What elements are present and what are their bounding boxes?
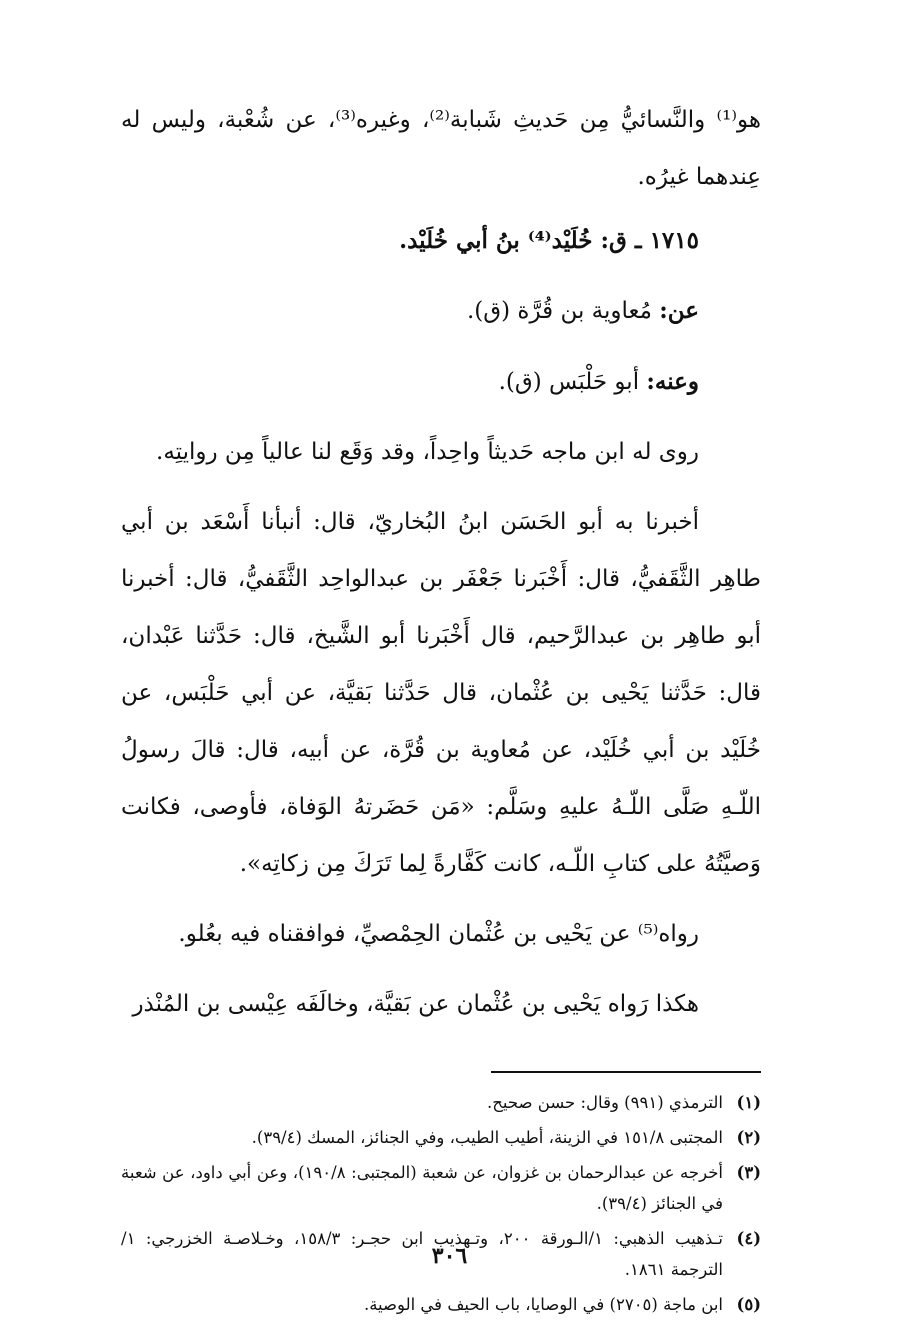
page-body xyxy=(121,92,761,1324)
paragraph-last: هكذا رَواه يَحْيى بن عُثْمان عن بَقيَّة، وخالَفَه عِيْسى بن المُنْذر xyxy=(132,991,699,1017)
footnote-separator xyxy=(491,1071,761,1073)
footnote-number: (٣) xyxy=(736,1163,761,1182)
entry-from-line xyxy=(121,282,761,340)
footnote-text: المجتبى ١٥١/٨ في الزينة، أطيب الطيب، وفي الجنائز، المسك (٣٩/٤). xyxy=(251,1128,723,1147)
paragraph-narration: روى له ابن ماجه حَديثاً واحِداً، وقد وَقَع لنا عالياً مِن روايتِه. xyxy=(156,439,699,465)
main-text xyxy=(121,92,761,1033)
footnote-item xyxy=(121,1087,761,1118)
footnote-number: (١) xyxy=(736,1093,761,1112)
entry-narrator-line xyxy=(121,353,761,411)
entry-heading: ١٧١٥ ـ ق: خُلَيْد⁽⁴⁾ بنُ أبي خُلَيْد. xyxy=(399,227,699,254)
footnote-text: ابن ماجة (٢٧٠٥) في الوصايا، باب الحيف في الوصية. xyxy=(363,1295,723,1314)
narrator-value: أبو حَلْبَس (ق). xyxy=(498,369,640,395)
footnote-text: تـذهيب الذهبي: ١/الـورقة ٢٠٠، وتـهذيب ابن حجـر: ١٥٨/٣، وخـلاصـة الخزرجي: ١/الترجمة ١٨٦١. xyxy=(121,1229,723,1279)
footnote-item xyxy=(121,1289,761,1320)
from-label: عن: xyxy=(659,297,699,324)
footnotes xyxy=(121,1087,761,1320)
paragraph-isnad: أخبرنا به أبو الحَسَن ابنُ البُخاريّ، قال: أنبأنا أَسْعَد بن أبي طاهِر الثَّقَفيُّ، قال: أَخْبَرنا جَعْفَر بن عبدالواحِد الثَّقَفيُّ، قال: أخبرنا أبو طاهِر بن عبدالرَّحيم، قال أَخْبَرنا أبو الشَّيخ، قال: حَدَّثنا عَبْدان، قال: حَدَّثنا يَحْيى بن عُثْمان، قال حَدَّثنا بَقيَّة، عن أبي حَلْبَس، عن خُلَيْد بن أبي خُلَيْد، عن مُعاوية بن قُرَّة، عن أبيه، قال: قالَ رسولُ اللّـهِ صَلَّى اللّـهُ عليهِ وسَلَّم: «مَن حَضَرتهُ الوَفاة، فأوصى، فكانت وَصيَّتُهُ على كتابِ اللّـه، كانت كَفَّارةً لِما تَرَكَ مِن زكاتِه». xyxy=(121,509,761,877)
footnote-number: (٢) xyxy=(736,1128,761,1147)
footnote-text: الترمذي (٩٩١) وقال: حسن صحيح. xyxy=(486,1093,723,1112)
from-value: مُعاوية بن قُرَّة (ق). xyxy=(467,298,652,324)
footnote-item xyxy=(121,1157,761,1219)
page-number: ٣٠٦ xyxy=(431,1243,468,1269)
footnote-text: أخرجه عن عبدالرحمان بن غزوان، عن شعبة (المجتبى: ١٩٠/٨)، وعن أبي داود، عن شعبة في الجنائز (٣٩/٤). xyxy=(121,1163,723,1213)
narrator-label: وعنه: xyxy=(646,368,699,395)
footnote-number: (٥) xyxy=(736,1295,761,1314)
paragraph-continuation: هو⁽¹⁾ والنَّسائيُّ مِن حَديثِ شَبابة⁽²⁾، وغيره⁽³⁾، عن شُعْبة، وليس له عِندهما غيرُه. xyxy=(121,107,761,190)
paragraph-rawah: رواه⁽⁵⁾ عن يَحْيى بن عُثْمان الحِمْصيِّ، فوافقناه فيه بعُلو. xyxy=(178,921,699,947)
footnote-item xyxy=(121,1122,761,1153)
footnote-number: (٤) xyxy=(736,1229,761,1248)
